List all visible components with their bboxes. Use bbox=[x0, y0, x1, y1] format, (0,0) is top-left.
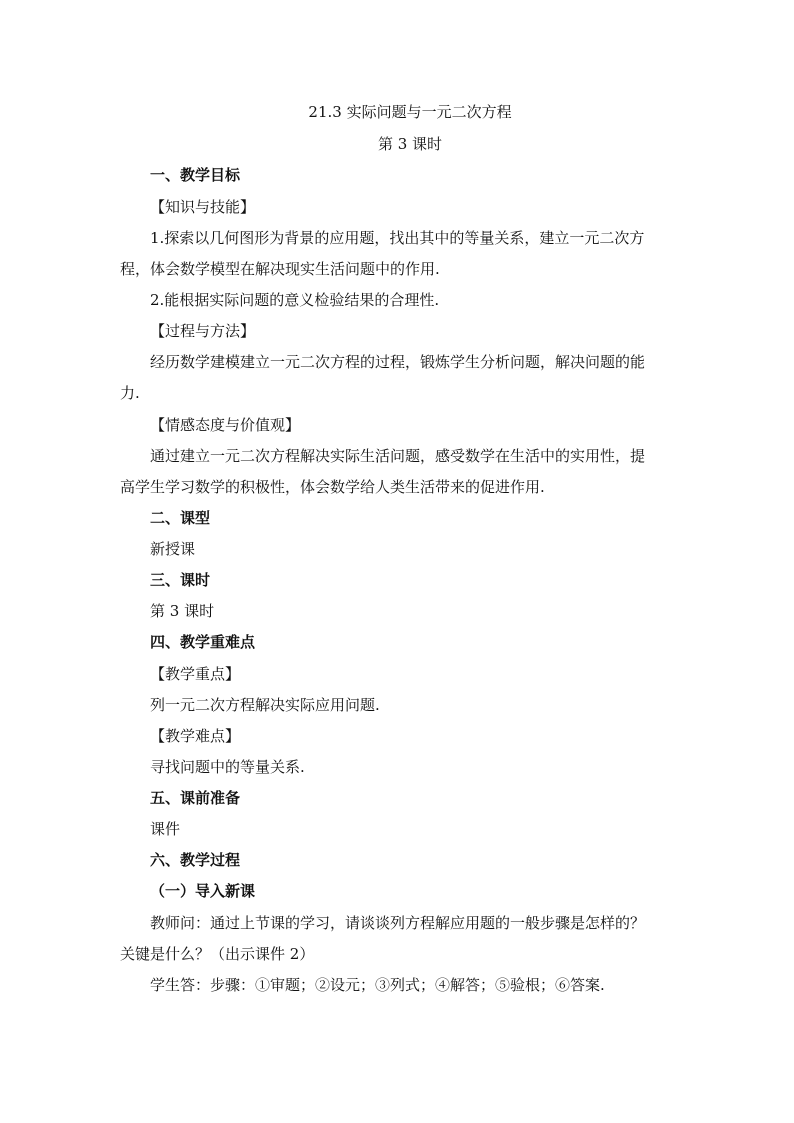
label-process-methods: 【过程与方法】 bbox=[150, 322, 256, 340]
paragraph-knowledge-2: 2.能根据实际问题的意义检验结果的合理性. bbox=[150, 291, 440, 309]
subsection-heading-intro: （一）导入新课 bbox=[150, 882, 256, 900]
paragraph-emotion-line2: 高学生学习数学的积极性，体会数学给人类生活带来的促进作用. bbox=[120, 478, 545, 496]
label-emotion-values: 【情感态度与价值观】 bbox=[150, 416, 301, 434]
section-heading-process: 六、教学过程 bbox=[150, 851, 241, 869]
student-answer: 学生答：步骤：①审题；②设元；③列式；④解答；⑤验根；⑥答案. bbox=[150, 976, 605, 994]
section-heading-key-difficult: 四、教学重难点 bbox=[150, 633, 256, 651]
document-title: 21.3 实际问题与一元二次方程 bbox=[308, 103, 512, 121]
section-heading-preparation: 五、课前准备 bbox=[150, 789, 241, 807]
label-knowledge-skills: 【知识与技能】 bbox=[150, 198, 256, 216]
section-heading-period: 三、课时 bbox=[150, 571, 211, 589]
paragraph-emotion-line1: 通过建立一元二次方程解决实际生活问题，感受数学在生活中的实用性，提 bbox=[150, 447, 646, 465]
paragraph-process-line2: 力. bbox=[120, 384, 140, 402]
paragraph-knowledge-1-line2: 程，体会数学模型在解决现实生活问题中的作用. bbox=[120, 260, 440, 278]
section-heading-lesson-type: 二、课型 bbox=[150, 509, 211, 527]
teacher-question-line2: 关键是什么？（出示课件 2） bbox=[120, 945, 315, 963]
preparation-text: 课件 bbox=[150, 820, 181, 838]
label-key-points: 【教学重点】 bbox=[150, 665, 241, 683]
key-points-text: 列一元二次方程解决实际应用问题. bbox=[150, 696, 380, 714]
label-difficult-points: 【教学难点】 bbox=[150, 727, 241, 745]
section-heading-objectives: 一、教学目标 bbox=[150, 166, 241, 184]
paragraph-process-line1: 经历数学建模建立一元二次方程的过程，锻炼学生分析问题，解决问题的能 bbox=[150, 353, 646, 371]
difficult-points-text: 寻找问题中的等量关系. bbox=[150, 758, 305, 776]
paragraph-knowledge-1-line1: 1.探索以几何图形为背景的应用题，找出其中的等量关系，建立一元二次方 bbox=[150, 229, 645, 247]
period-text: 第 3 课时 bbox=[150, 602, 215, 620]
teacher-question-line1: 教师问：通过上节课的学习，请谈谈列方程解应用题的一般步骤是怎样的？ bbox=[150, 914, 646, 932]
lesson-subtitle: 第 3 课时 bbox=[377, 135, 443, 153]
lesson-type-text: 新授课 bbox=[150, 540, 196, 558]
